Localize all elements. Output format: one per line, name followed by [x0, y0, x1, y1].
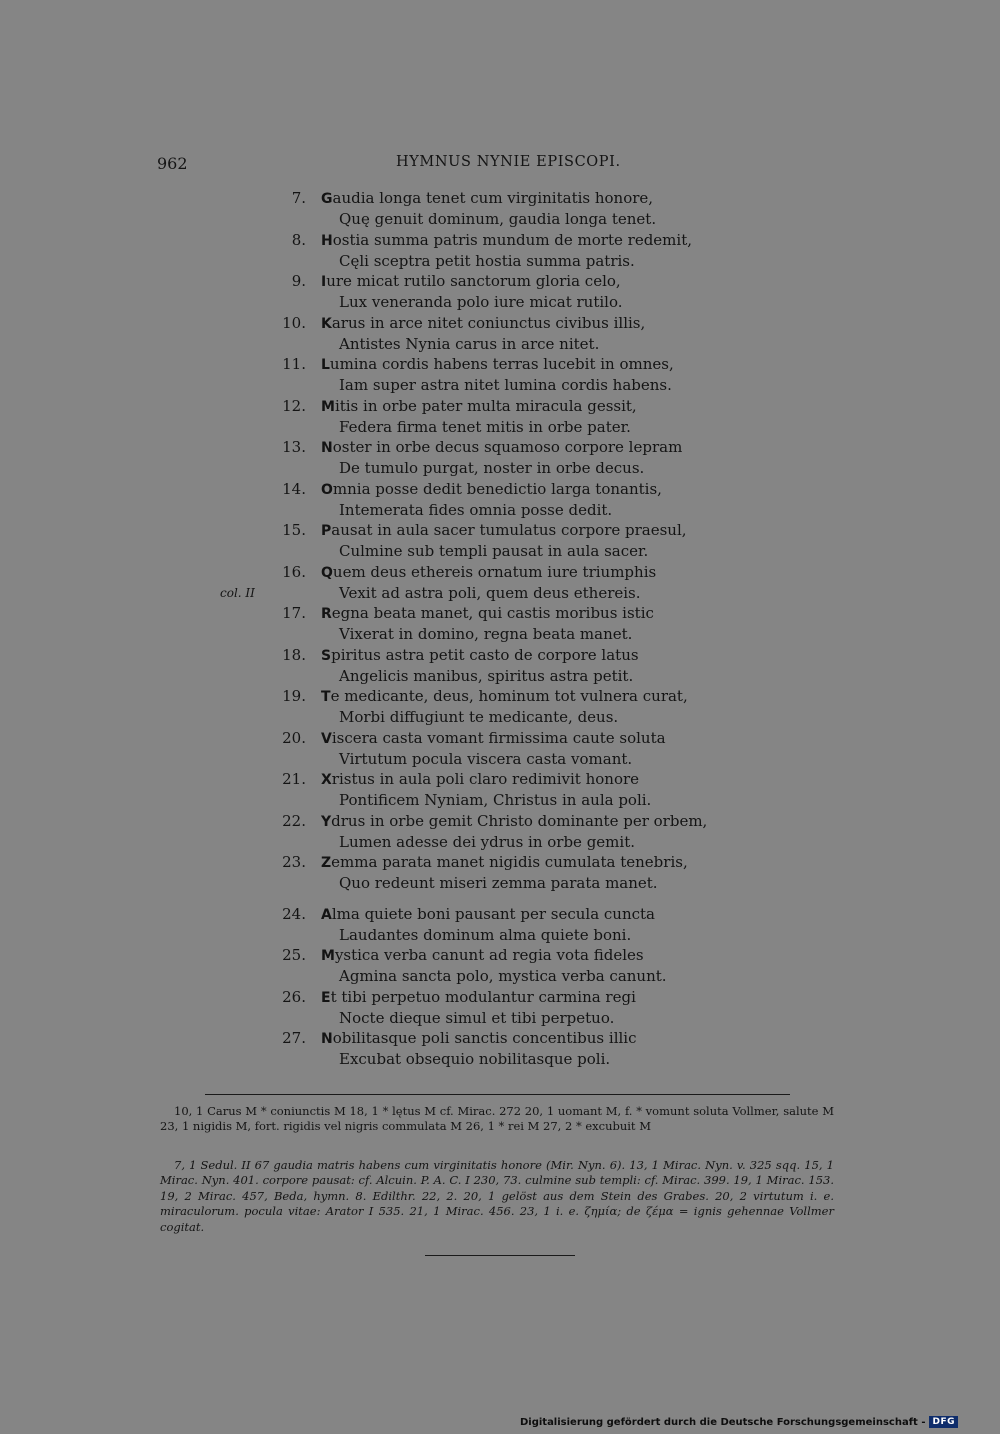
pentameter-line: Agmina sancta polo, mystica verba canunt. — [339, 967, 667, 985]
pentameter-line: Lumen adesse dei ydrus in orbe gemit. — [339, 832, 636, 851]
acrostic-initial: S — [321, 647, 332, 664]
acrostic-initial: P — [321, 523, 332, 539]
running-head: HYMNUS NYNIE EPISCOPI. — [396, 154, 621, 170]
verse — [0, 520, 1000, 562]
verse-number: 10. — [282, 313, 306, 332]
verse — [0, 904, 1000, 946]
pentameter-line: Excubat obsequio nobilitasque poli. — [339, 1050, 611, 1068]
pentameter-line: Vixerat in domino, regna beata manet. — [339, 625, 633, 643]
hexameter-text: itis in orbe pater multa miracula gessit, — [334, 396, 637, 415]
acrostic-initial: N — [321, 1031, 333, 1047]
hexameter-text: piritus astra petit casto de corpore latus — [331, 645, 639, 664]
acrostic-initial: M — [321, 948, 335, 964]
hexameter-line — [321, 437, 682, 459]
verse-number: 14. — [282, 479, 306, 498]
hexameter-line — [321, 987, 636, 1009]
sources-apparatus — [160, 1158, 834, 1235]
verse — [0, 562, 1000, 604]
verse — [0, 479, 1000, 521]
acrostic-initial: M — [321, 398, 335, 415]
verse — [0, 945, 1000, 987]
hexameter-line — [321, 1028, 636, 1050]
verse-number: 15. — [282, 521, 306, 539]
hexameter-text: emma parata manet nigidis cumulata tenebris, — [331, 853, 688, 871]
hexameter-line — [321, 562, 656, 584]
pentameter-line: De tumulo purgat, noster in orbe decus. — [339, 459, 645, 477]
verse — [0, 987, 1000, 1029]
hexameter-text: obilitasque poli sanctis concentibus illic — [332, 1029, 637, 1047]
verse-number: 7. — [291, 189, 306, 207]
hexameter-text: ystica verba canunt ad regia vota fideles — [334, 946, 644, 964]
hexameter-text: arus in arce nitet coniunctus civibus illis, — [331, 313, 646, 332]
pentameter-line: Vexit ad astra poli, quem deus ethereis. — [339, 583, 641, 602]
dfg-logo: DFG — [929, 1416, 958, 1428]
verse-number: 13. — [282, 438, 306, 456]
acrostic-initial: V — [321, 730, 332, 747]
hexameter-text: ristus in aula poli claro redimivit honore — [331, 770, 640, 788]
pentameter-line: Federa firma tenet mitis in orbe pater. — [339, 417, 631, 436]
verse-number: 8. — [291, 230, 306, 249]
hexameter-text: t tibi perpetuo modulantur carmina regi — [330, 987, 636, 1006]
verse — [0, 645, 1000, 687]
hexameter-line — [321, 645, 639, 667]
hexameter-line — [321, 603, 654, 625]
hexameter-text: ostia summa patris mundum de morte redemit, — [332, 230, 692, 249]
acrostic-initial: X — [321, 772, 332, 788]
hexameter-line — [321, 188, 653, 210]
pentameter-line: Nocte dieque simul et tibi perpetuo. — [339, 1008, 615, 1027]
hexameter-text: ausat in aula sacer tumulatus corpore praesul, — [331, 521, 687, 539]
acrostic-initial: A — [321, 906, 332, 923]
acrostic-initial: L — [321, 357, 330, 373]
hexameter-line — [321, 769, 639, 791]
credit-text: Digitalisierung gefördert durch die Deutsche Forschungsgemeinschaft - — [519, 1416, 926, 1428]
hexameter-line — [321, 728, 666, 750]
hexameter-line — [321, 396, 637, 418]
critical-notes: 10, 1 Carus M * coniunctis M 18, 1 * lętus M cf. Mirac. 272 20, 1 uomant M, f. * vomunt soluta Vollmer, salute M 23, 1 nigidis M, fort. rigidis vel nigris commulata M 26, 1 * rei M 27, 2 * excubuit M — [160, 1104, 834, 1134]
verse-number: 22. — [282, 811, 306, 830]
pentameter-line: Lux veneranda polo iure micat rutilo. — [339, 293, 623, 311]
hexameter-text: umina cordis habens terras lucebit in omnes, — [329, 355, 674, 373]
verse-number: 23. — [282, 853, 306, 871]
verse-number: 25. — [282, 946, 306, 964]
pentameter-line: Culmine sub templi pausat in aula sacer. — [339, 542, 649, 560]
hexameter-line — [321, 852, 688, 874]
hexameter-text: oster in orbe decus squamoso corpore lepram — [332, 438, 683, 456]
acrostic-initial: H — [321, 232, 333, 249]
verse — [0, 396, 1000, 438]
verse — [0, 852, 1000, 894]
hexameter-line — [321, 811, 707, 833]
verse — [0, 728, 1000, 770]
page-number: 962 — [157, 154, 188, 173]
pentameter-line: Laudantes dominum alma quiete boni. — [339, 925, 632, 944]
verse-number: 27. — [282, 1029, 306, 1047]
pentameter-line: Quę genuit dominum, gaudia longa tenet. — [339, 210, 657, 228]
verse — [0, 686, 1000, 728]
funding-credit — [520, 1416, 958, 1428]
hexameter-text: ure micat rutilo sanctorum gloria celo, — [326, 272, 621, 290]
hexameter-text: drus in orbe gemit Christo dominante per orbem, — [331, 811, 708, 830]
verse-number: 9. — [291, 272, 306, 290]
pentameter-line: Morbi diffugiunt te medicante, deus. — [339, 708, 619, 726]
verse-number: 17. — [282, 604, 306, 622]
hexameter-line — [321, 904, 655, 926]
hexameter-line — [321, 313, 645, 335]
acrostic-initial: I — [321, 274, 327, 290]
pentameter-line: Virtutum pocula viscera casta vomant. — [339, 749, 633, 768]
verse — [0, 230, 1000, 272]
hexameter-text: uem deus ethereis ornatum iure triumphis — [332, 562, 657, 581]
pentameter-line: Intemerata fides omnia posse dedit. — [339, 500, 613, 519]
verse-number: 21. — [282, 770, 306, 788]
hexameter-line — [321, 230, 692, 252]
acrostic-initial: Y — [321, 813, 332, 830]
pentameter-line: Iam super astra nitet lumina cordis habens. — [339, 376, 672, 394]
verse-number: 26. — [282, 987, 306, 1006]
hexameter-text: audia longa tenet cum virginitatis honore, — [332, 189, 654, 207]
pentameter-line: Angelicis manibus, spiritus astra petit. — [339, 666, 634, 685]
verse — [0, 354, 1000, 396]
acrostic-initial: G — [321, 191, 333, 207]
hexameter-text: lma quiete boni pausant per secula cuncta — [331, 904, 656, 923]
verse — [0, 313, 1000, 355]
pentameter-line: Cęli sceptra petit hostia summa patris. — [339, 251, 635, 270]
footnote-rule — [205, 1094, 790, 1095]
verse-number: 18. — [282, 645, 306, 664]
hexameter-text: mnia posse dedit benedictio larga tonantis, — [332, 479, 662, 498]
verse — [0, 1028, 1000, 1070]
verse — [0, 437, 1000, 479]
verse — [0, 769, 1000, 811]
verse-list — [0, 188, 1000, 1070]
verse-number: 24. — [282, 904, 306, 923]
pentameter-line: Antistes Nynia carus in arce nitet. — [339, 334, 600, 353]
verse-number: 16. — [282, 562, 306, 581]
hexameter-line — [321, 354, 674, 376]
verse-number: 11. — [282, 355, 306, 373]
acrostic-initial: O — [321, 481, 333, 498]
hexameter-line — [321, 479, 662, 501]
verse — [0, 188, 1000, 230]
hexameter-line — [321, 686, 688, 708]
hexameter-line — [321, 520, 687, 542]
pentameter-line: Quo redeunt miseri zemma parata manet. — [339, 874, 658, 892]
hexameter-text: iscera casta vomant firmissima caute soluta — [331, 728, 666, 747]
verse — [0, 271, 1000, 313]
column-marker: col. II — [220, 585, 255, 600]
verse — [0, 811, 1000, 853]
verse — [0, 603, 1000, 645]
hexameter-line — [321, 945, 644, 967]
critical-apparatus — [160, 1104, 834, 1135]
hexameter-text: egna beata manet, qui castis moribus istic — [331, 604, 654, 622]
hexameter-text: e medicante, deus, hominum tot vulnera curat, — [330, 687, 688, 705]
acrostic-initial: Z — [321, 855, 332, 871]
acrostic-initial: R — [321, 606, 332, 622]
end-rule — [425, 1255, 575, 1256]
acrostic-initial: N — [321, 440, 333, 456]
acrostic-initial: T — [321, 689, 331, 705]
verse-number: 19. — [282, 687, 306, 705]
acrostic-initial: Q — [321, 564, 333, 581]
verse-number: 12. — [282, 396, 306, 415]
source-notes: 7, 1 Sedul. II 67 gaudia matris habens cum virginitatis honore (Mir. Nyn. 6). 13, 1 Mirac. Nyn. v. 325 sqq. 15, 1 Mirac. Nyn. 401. corpore pausat: cf. Alcuin. P. A. C. I 230, 73. culmine sub templi: cf. Mirac. 399. 19, 1 Mirac. 153. 19, 2 Mirac. 457, Beda, hymn. 8. Edilthr. 22, 2. 20, 1 gelöst aus dem Stein des Grabes. 20, 2 virtutum i. e. miraculorum. pocula vitae: Arator I 535. 21, 1 Mirac. 456. 23, 1 i. e. ζημία; de ζέμα = ignis gehennae Vollmer cogitat. — [160, 1158, 834, 1234]
acrostic-initial: K — [321, 315, 332, 332]
pentameter-line: Pontificem Nyniam, Christus in aula poli. — [339, 791, 652, 809]
acrostic-initial: E — [321, 989, 331, 1006]
verse-number: 20. — [282, 728, 306, 747]
hexameter-line — [321, 271, 621, 293]
